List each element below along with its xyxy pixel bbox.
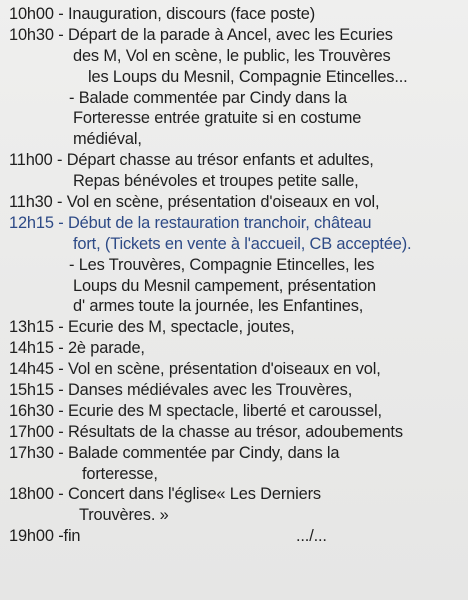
schedule-line-1130: 11h30 - Vol en scène, présentation d'oiseaux en vol, (9, 193, 380, 212)
schedule-line-1900: 19h00 -fin (9, 527, 81, 546)
schedule-line-1030-cont-2: les Loups du Mesnil, Compagnie Etincelles... (88, 67, 408, 86)
schedule-line-1415: 14h15 - 2è parade, (9, 339, 145, 358)
schedule-line-1100-cont: Repas bénévoles et troupes petite salle, (73, 172, 359, 191)
continuation-mark: .../... (296, 527, 327, 546)
schedule-line-1515: 15h15 - Danses médiévales avec les Trouvères, (9, 381, 353, 400)
schedule-line-1215-troupes: - Les Trouvères, Compagnie Etincelles, les (69, 255, 375, 274)
schedule-line-1030: 10h30 - Départ de la parade à Ancel, avec les Ecuries (9, 25, 393, 44)
schedule-line-1030-cont-1: des M, Vol en scène, le public, les Trouvères (73, 46, 391, 65)
schedule-line-1215: 12h15 - Début de la restauration tranchoir, château (9, 213, 372, 232)
schedule-line-1215-cont: fort, (Tickets en vente à l'accueil, CB acceptée). (73, 234, 412, 253)
schedule-line-1215-troupes-cont-2: d' armes toute la journée, les Enfantines, (73, 297, 364, 316)
schedule-line-1630: 16h30 - Ecurie des M spectacle, liberté et caroussel, (9, 401, 382, 420)
schedule-line-1900-row (9, 526, 468, 547)
schedule-line-1700: 17h00 - Résultats de la chasse au trésor, adoubements (9, 422, 403, 441)
schedule-line-1445: 14h45 - Vol en scène, présentation d'oiseaux en vol, (9, 360, 381, 379)
schedule-line-1030-balade-cont-2: médiéval, (73, 130, 142, 149)
schedule-line-1000: 10h00 - Inauguration, discours (face poste) (9, 5, 316, 23)
schedule-line-1730: 17h30 - Balade commentée par Cindy, dans la (9, 443, 340, 462)
schedule-line-1030-balade: - Balade commentée par Cindy dans la (69, 88, 347, 107)
schedule-line-1800: 18h00 - Concert dans l'église« Les Derniers (9, 485, 321, 504)
schedule-line-1800-cont: Trouvères. » (79, 506, 169, 525)
schedule-line-1100: 11h00 - Départ chasse au trésor enfants et adultes, (9, 151, 374, 170)
schedule-line-1030-balade-cont-1: Forteresse entrée gratuite si en costume (73, 109, 362, 128)
schedule-line-1730-cont: forteresse, (82, 464, 158, 483)
schedule-line-1315: 13h15 - Ecurie des M, spectacle, joutes, (9, 318, 295, 337)
schedule-line-1215-troupes-cont-1: Loups du Mesnil campement, présentation (73, 276, 377, 295)
